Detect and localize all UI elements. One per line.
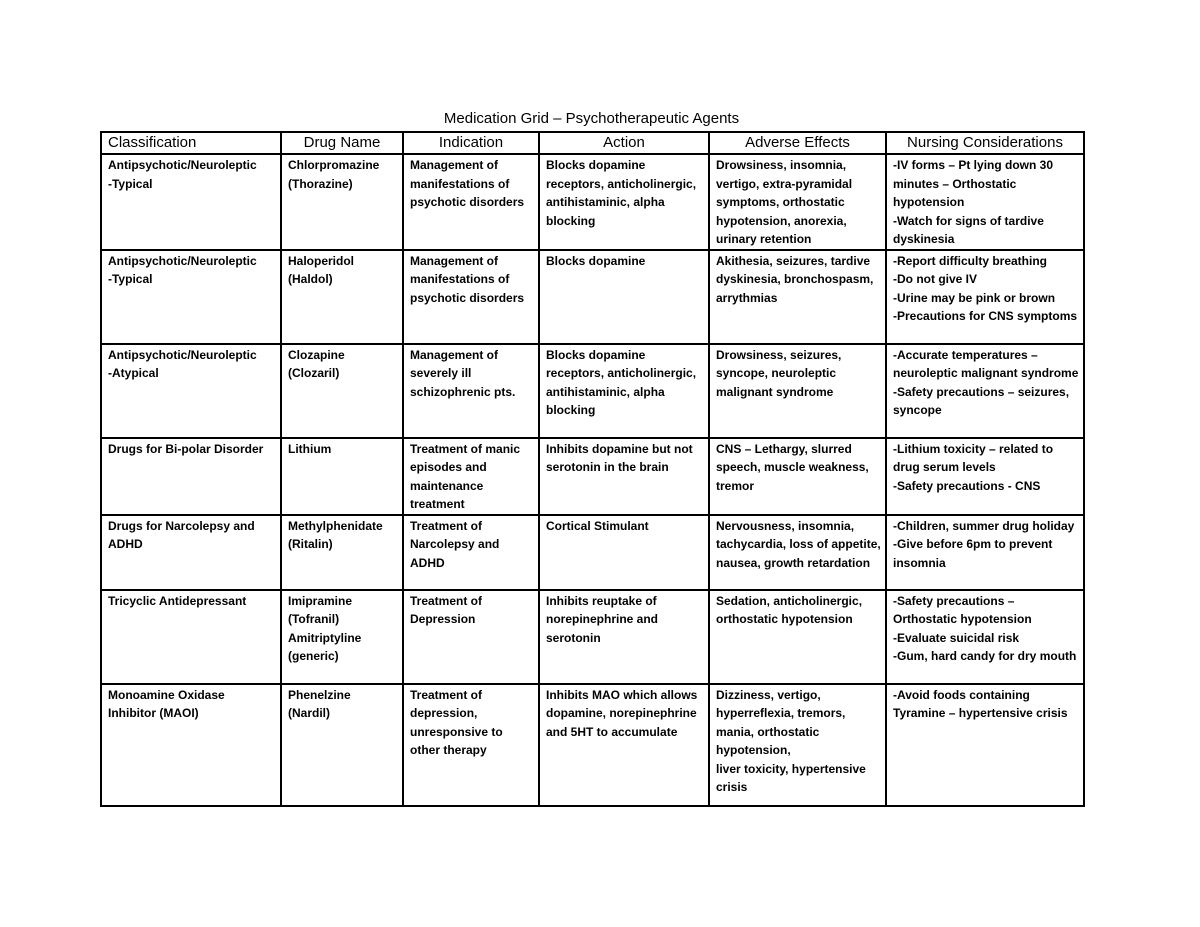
table-row: [101, 154, 1084, 250]
drug-name-cell: Methylphenidate (Ritalin): [281, 515, 403, 590]
action-cell: Inhibits dopamine but not serotonin in the brain: [539, 438, 709, 515]
drug-name-cell: Imipramine (Tofranil) Amitriptyline (generic): [281, 590, 403, 684]
drug-name-cell: Chlorpromazine (Thorazine): [281, 154, 403, 250]
indication-cell: Treatment of depression, unresponsive to other therapy: [403, 684, 539, 806]
adverse-effects-cell: Drowsiness, insomnia, vertigo, extra-pyramidal symptoms, orthostatic hypotension, anorexia, urinary retention: [709, 154, 886, 250]
classification-cell: Monoamine Oxidase Inhibitor (MAOI): [101, 684, 281, 806]
indication-cell: Management of manifestations of psychotic disorders: [403, 250, 539, 344]
classification-cell: Antipsychotic/Neuroleptic -Typical: [101, 250, 281, 344]
header-indication: Indication: [403, 132, 539, 154]
nursing-considerations-cell: -Report difficulty breathing -Do not give IV -Urine may be pink or brown -Precautions for CNS symptoms: [886, 250, 1084, 344]
nursing-considerations-cell: -Accurate temperatures – neuroleptic malignant syndrome -Safety precautions – seizures, syncope: [886, 344, 1084, 438]
adverse-effects-cell: CNS – Lethargy, slurred speech, muscle weakness, tremor: [709, 438, 886, 515]
indication-cell: Treatment of Narcolepsy and ADHD: [403, 515, 539, 590]
adverse-effects-cell: Drowsiness, seizures, syncope, neuroleptic malignant syndrome: [709, 344, 886, 438]
action-cell: Blocks dopamine receptors, anticholinergic, antihistaminic, alpha blocking: [539, 344, 709, 438]
nursing-considerations-cell: -Lithium toxicity – related to drug serum levels -Safety precautions - CNS: [886, 438, 1084, 515]
table-row: [101, 515, 1084, 590]
indication-cell: Treatment of manic episodes and maintenance treatment: [403, 438, 539, 515]
nursing-considerations-cell: -Safety precautions – Orthostatic hypotension -Evaluate suicidal risk -Gum, hard candy for dry mouth: [886, 590, 1084, 684]
header-action: Action: [539, 132, 709, 154]
indication-cell: Management of severely ill schizophrenic pts.: [403, 344, 539, 438]
table-row: [101, 250, 1084, 344]
table-row: [101, 684, 1084, 806]
classification-cell: Antipsychotic/Neuroleptic -Atypical: [101, 344, 281, 438]
table-row: [101, 590, 1084, 684]
adverse-effects-cell: Dizziness, vertigo, hyperreflexia, tremors, mania, orthostatic hypotension, liver toxicity, hypertensive crisis: [709, 684, 886, 806]
table-header-row: [101, 132, 1084, 154]
table-row: [101, 438, 1084, 515]
action-cell: Cortical Stimulant: [539, 515, 709, 590]
action-cell: Blocks dopamine receptors, anticholinergic, antihistaminic, alpha blocking: [539, 154, 709, 250]
adverse-effects-cell: Sedation, anticholinergic, orthostatic hypotension: [709, 590, 886, 684]
adverse-effects-cell: Nervousness, insomnia, tachycardia, loss of appetite, nausea, growth retardation: [709, 515, 886, 590]
classification-cell: Drugs for Bi-polar Disorder: [101, 438, 281, 515]
nursing-considerations-cell: -Children, summer drug holiday -Give before 6pm to prevent insomnia: [886, 515, 1084, 590]
drug-name-cell: Phenelzine (Nardil): [281, 684, 403, 806]
nursing-considerations-cell: -Avoid foods containing Tyramine – hypertensive crisis: [886, 684, 1084, 806]
classification-cell: Antipsychotic/Neuroleptic -Typical: [101, 154, 281, 250]
action-cell: Inhibits reuptake of norepinephrine and serotonin: [539, 590, 709, 684]
medication-grid-table: [100, 131, 1085, 807]
classification-cell: Tricyclic Antidepressant: [101, 590, 281, 684]
action-cell: Blocks dopamine: [539, 250, 709, 344]
drug-name-cell: Haloperidol (Haldol): [281, 250, 403, 344]
nursing-considerations-cell: -IV forms – Pt lying down 30 minutes – Orthostatic hypotension -Watch for signs of tardive dyskinesia: [886, 154, 1084, 250]
header-drug-name: Drug Name: [281, 132, 403, 154]
drug-name-cell: Clozapine (Clozaril): [281, 344, 403, 438]
action-cell: Inhibits MAO which allows dopamine, norepinephrine and 5HT to accumulate: [539, 684, 709, 806]
classification-cell: Drugs for Narcolepsy and ADHD: [101, 515, 281, 590]
header-nursing-considerations: Nursing Considerations: [886, 132, 1084, 154]
page-title: Medication Grid – Psychotherapeutic Agents: [443, 110, 740, 127]
header-classification: Classification: [101, 132, 281, 154]
header-adverse-effects: Adverse Effects: [709, 132, 886, 154]
adverse-effects-cell: Akithesia, seizures, tardive dyskinesia, bronchospasm, arrythmias: [709, 250, 886, 344]
indication-cell: Treatment of Depression: [403, 590, 539, 684]
indication-cell: Management of manifestations of psychotic disorders: [403, 154, 539, 250]
drug-name-cell: Lithium: [281, 438, 403, 515]
table-row: [101, 344, 1084, 438]
